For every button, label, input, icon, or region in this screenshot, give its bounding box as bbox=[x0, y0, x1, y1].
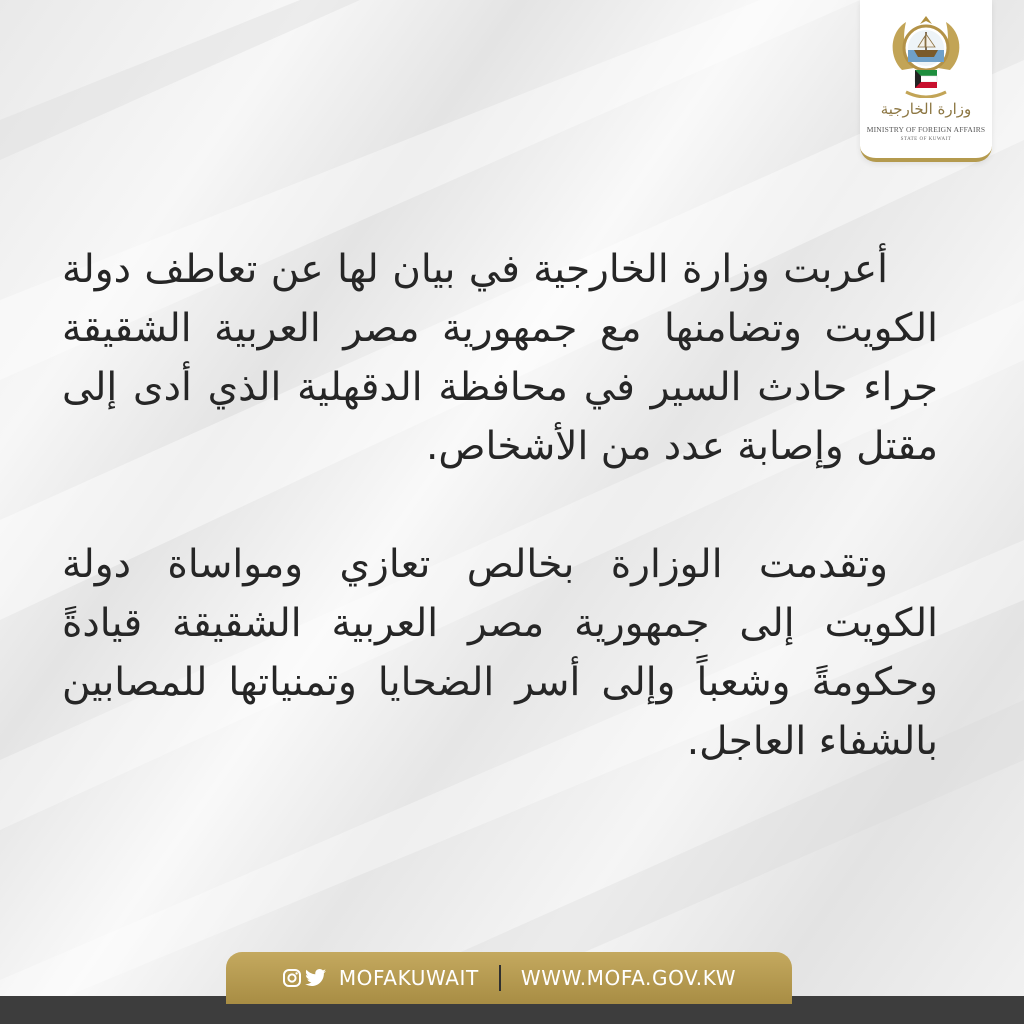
statement-paragraph-1: أعربت وزارة الخارجية في بيان لها عن تعاطف دولة الكويت وتضامنها مع جمهورية مصر العربية الشقيقة جراء حادث السير في محافظة الدقهلية الذي أدى إلى مقتل وإصابة عدد من الأشخاص. bbox=[62, 247, 938, 469]
instagram-icon[interactable] bbox=[282, 968, 302, 988]
footer-divider bbox=[499, 965, 501, 991]
statement-paragraph-2: وتقدمت الوزارة بخالص تعازي ومواساة دولة الكويت إلى جمهورية مصر العربية الشقيقة قيادةً وحكومةً وشعباً وإلى أسر الضحايا وتمنياتها للمصابين بالشفاء العاجل. bbox=[62, 542, 938, 764]
ministry-name-arabic: وزارة الخارجية bbox=[880, 100, 972, 118]
press-statement bbox=[62, 240, 938, 771]
twitter-icon[interactable] bbox=[305, 968, 327, 988]
kuwait-emblem-icon bbox=[888, 12, 964, 98]
footer-bar bbox=[226, 952, 792, 1004]
ministry-logo bbox=[860, 0, 992, 162]
website-link[interactable]: WWW.MOFA.GOV.KW bbox=[520, 966, 737, 990]
social-icons bbox=[282, 968, 327, 988]
state-name-english: STATE OF KUWAIT bbox=[900, 137, 952, 142]
ministry-name-english: MINISTRY OF FOREIGN AFFAIRS bbox=[866, 125, 986, 134]
social-handle[interactable]: MOFAKUWAIT bbox=[338, 966, 479, 990]
